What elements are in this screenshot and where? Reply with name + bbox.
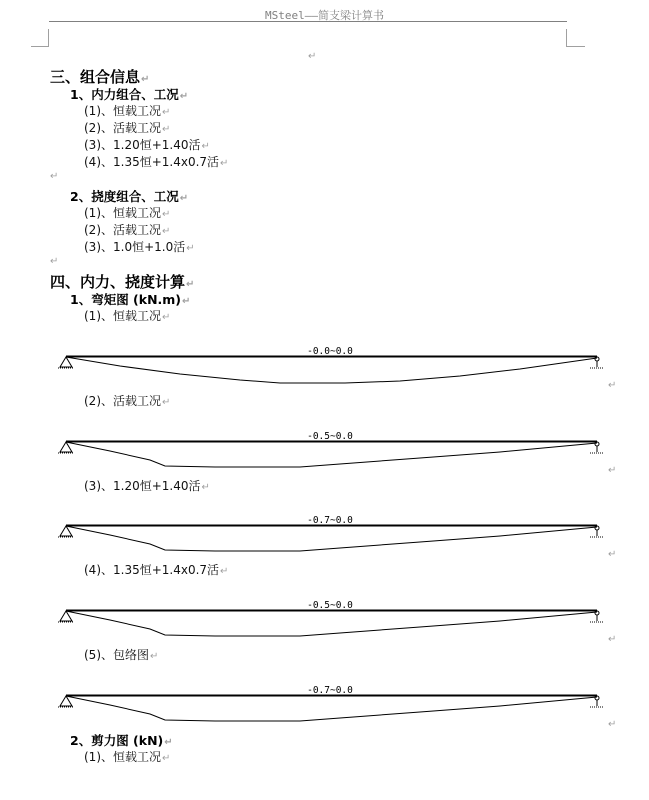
subsection-shear-diagram: 2、剪力图 (kN)↵	[70, 733, 173, 748]
list-item: (1)、恒载工况↵	[84, 104, 171, 118]
moment-diagram-combination-2	[0, 594, 649, 644]
list-item: (4)、1.35恒+1.4x0.7活↵	[84, 155, 229, 169]
case-label: (5)、包络图↵	[84, 648, 159, 662]
list-item: (2)、活载工况↵	[84, 223, 171, 237]
moment-range-label: -0.5~0.0	[307, 431, 353, 442]
paragraph-mark: ↵	[308, 51, 317, 62]
moment-diagram-combination-1	[0, 509, 649, 559]
moment-range-label: -0.5~0.0	[307, 600, 353, 611]
header-rule	[49, 21, 567, 22]
paragraph-mark: ↵	[608, 380, 617, 391]
moment-range-label: -0.0~0.0	[307, 346, 353, 357]
paragraph-mark: ↵	[608, 634, 617, 645]
subsection-deflection-combination: 2、挠度组合、工况↵	[70, 189, 189, 204]
moment-range-label: -0.7~0.0	[307, 685, 353, 696]
moment-diagram-dead-load	[0, 340, 649, 390]
section-3-heading: 三、组合信息↵	[50, 68, 150, 86]
list-item: (3)、1.20恒+1.40活↵	[84, 138, 210, 152]
moment-range-label: -0.7~0.0	[307, 515, 353, 526]
subsection-force-combination: 1、内力组合、工况↵	[70, 87, 189, 102]
section-4-heading: 四、内力、挠度计算↵	[50, 273, 195, 291]
list-item: (1)、恒载工况↵	[84, 206, 171, 220]
moment-diagram-envelope	[0, 679, 649, 729]
crop-mark-left	[31, 29, 49, 47]
case-label: (2)、活载工况↵	[84, 394, 171, 408]
crop-mark-right	[566, 29, 585, 47]
empty-paragraph: ↵	[50, 256, 59, 267]
paragraph-mark: ↵	[608, 465, 617, 476]
case-label: (4)、1.35恒+1.4x0.7活↵	[84, 563, 229, 577]
case-label: (1)、恒载工况↵	[84, 750, 171, 764]
paragraph-mark: ↵	[608, 719, 617, 730]
paragraph-mark: ↵	[608, 549, 617, 560]
list-item: (3)、1.0恒+1.0活↵	[84, 240, 195, 254]
case-label: (1)、恒载工况↵	[84, 309, 171, 323]
empty-paragraph: ↵	[50, 171, 59, 182]
subsection-moment-diagram: 1、弯矩图 (kN.m)↵	[70, 292, 191, 307]
case-label: (3)、1.20恒+1.40活↵	[84, 479, 210, 493]
moment-diagram-live-load	[0, 425, 649, 475]
page-header-title: MSteel——简支梁计算书	[265, 9, 384, 22]
pin-support-icon	[58, 357, 74, 368]
list-item: (2)、活载工况↵	[84, 121, 171, 135]
